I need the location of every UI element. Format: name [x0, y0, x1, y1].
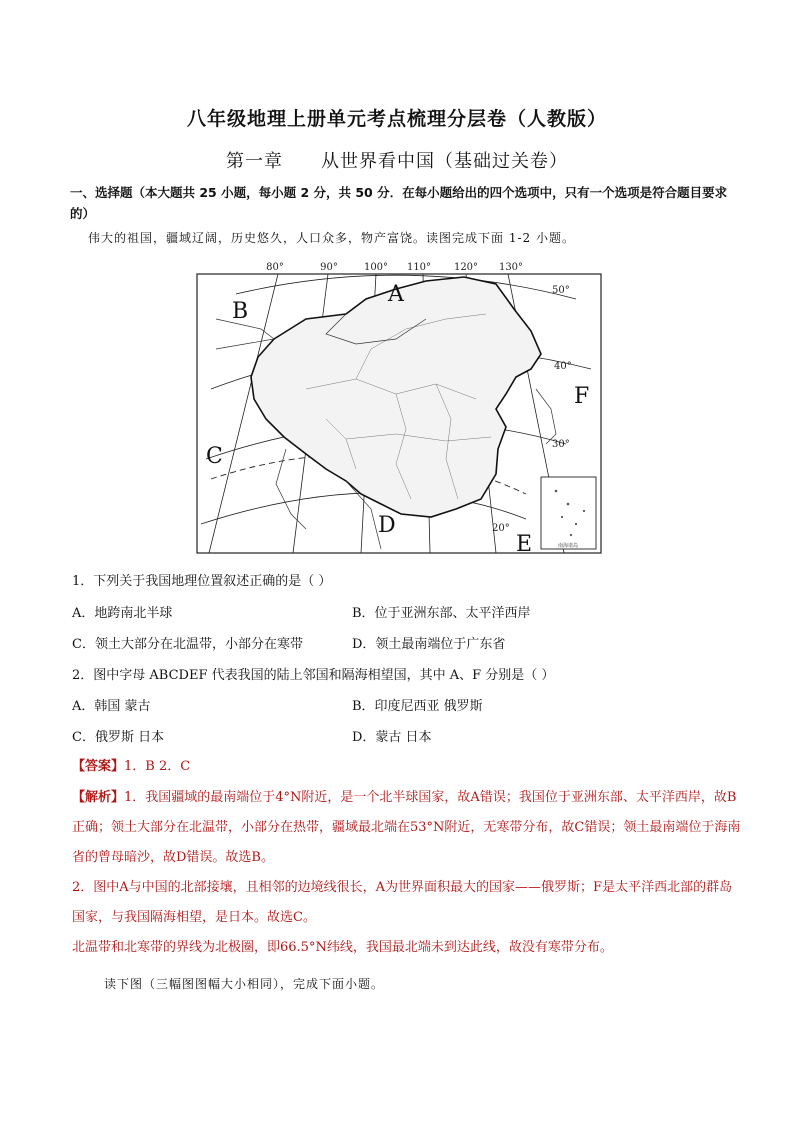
q2-option-d: D．蒙古 日本 — [352, 730, 432, 745]
lat-label: 20° — [492, 523, 510, 534]
lon-label: 80° — [266, 262, 284, 273]
answer-line — [72, 752, 742, 782]
lon-label: 100° — [363, 262, 389, 273]
chapter-number: 第一章 — [226, 151, 283, 172]
analysis-p3: 北温带和北寒带的界线为北极圈，即66.5°N纬线，我国最北端未到达此线，故没有寒带分布。 — [72, 940, 613, 955]
q1-option-d: D．领土最南端位于广东省 — [352, 637, 506, 652]
analysis-p1-text: 1．我国疆域的最南端位于4°N附近，是一个北半球国家，故A错误；我国位于亚洲东部、太平洋西岸，故B正确；领土大部分在北温带，小部分在热带，疆域最北端在53°N附近，无寒带分布，故C错误；领土最南端位于海南省的曾母暗沙，故D错误。故选B。 — [72, 790, 741, 865]
question-1-stem: 1．下列关于我国地理位置叙述正确的是（ ） — [72, 574, 332, 589]
letter-b: B — [232, 299, 249, 324]
section-heading: 一、选择题（本大题共 25 小题，每小题 2 分，共 50 分．在每小题给出的四个选项中，只有一个选项是符合题目要求的） — [70, 185, 728, 221]
chapter-name: 从世界看中国（基础过关卷） — [321, 151, 568, 172]
lon-label: 110° — [406, 262, 432, 273]
analysis-label: 【解析】 — [72, 790, 125, 805]
inset-label: 南海诸岛 — [557, 543, 579, 549]
lon-labels — [266, 262, 523, 273]
question-intro: 伟大的祖国，疆域辽阔，历史悠久，人口众多，物产富饶。读图完成下面 1-2 小题。 — [88, 231, 575, 245]
q1-option-b: B．位于亚洲东部、太平洋西岸 — [352, 606, 531, 621]
analysis-p1 — [72, 783, 742, 873]
q1-option-c: C．领土大部分在北温带，小部分在寒带 — [72, 637, 303, 652]
q2-option-c: C．俄罗斯 日本 — [72, 730, 165, 745]
answer-text: 1．B 2．C — [124, 759, 191, 774]
q1-option-a: A．地跨南北半球 — [72, 606, 173, 621]
letter-f: F — [574, 384, 590, 409]
next-intro: 读下图（三幅图图幅大小相同），完成下面小题。 — [104, 977, 385, 991]
letter-a: A — [388, 282, 404, 307]
letter-e: E — [516, 532, 533, 555]
answer-label: 【答案】 — [72, 759, 125, 774]
china-map — [196, 259, 602, 555]
lat-label: 30° — [552, 439, 570, 450]
page-title: 八年级地理上册单元考点梳理分层卷（人教版） — [186, 108, 607, 130]
question-2-stem: 2．图中字母 ABCDEF 代表我国的陆上邻国和隔海相望国，其中 A、F 分别是（ ） — [72, 668, 555, 683]
letter-d: D — [378, 513, 396, 538]
chapter-subtitle — [0, 147, 794, 173]
lon-label: 120° — [453, 262, 479, 273]
q2-option-a: A．韩国 蒙古 — [72, 699, 151, 714]
letter-c: C — [206, 444, 223, 469]
south-sea-inset — [541, 477, 596, 549]
lon-label: 90° — [320, 262, 338, 273]
lat-label: 40° — [554, 361, 572, 372]
lat-label: 50° — [552, 285, 570, 296]
analysis-p2: 2．图中A与中国的北部接壤，且相邻的边境线很长，A为世界面积最大的国家——俄罗斯；F是太平洋西北部的群岛国家，与我国隔海相望，是日本。故选C。 — [72, 880, 733, 925]
q2-option-b: B．印度尼西亚 俄罗斯 — [352, 699, 483, 714]
analysis-block — [72, 783, 742, 963]
lon-label: 130° — [498, 262, 524, 273]
